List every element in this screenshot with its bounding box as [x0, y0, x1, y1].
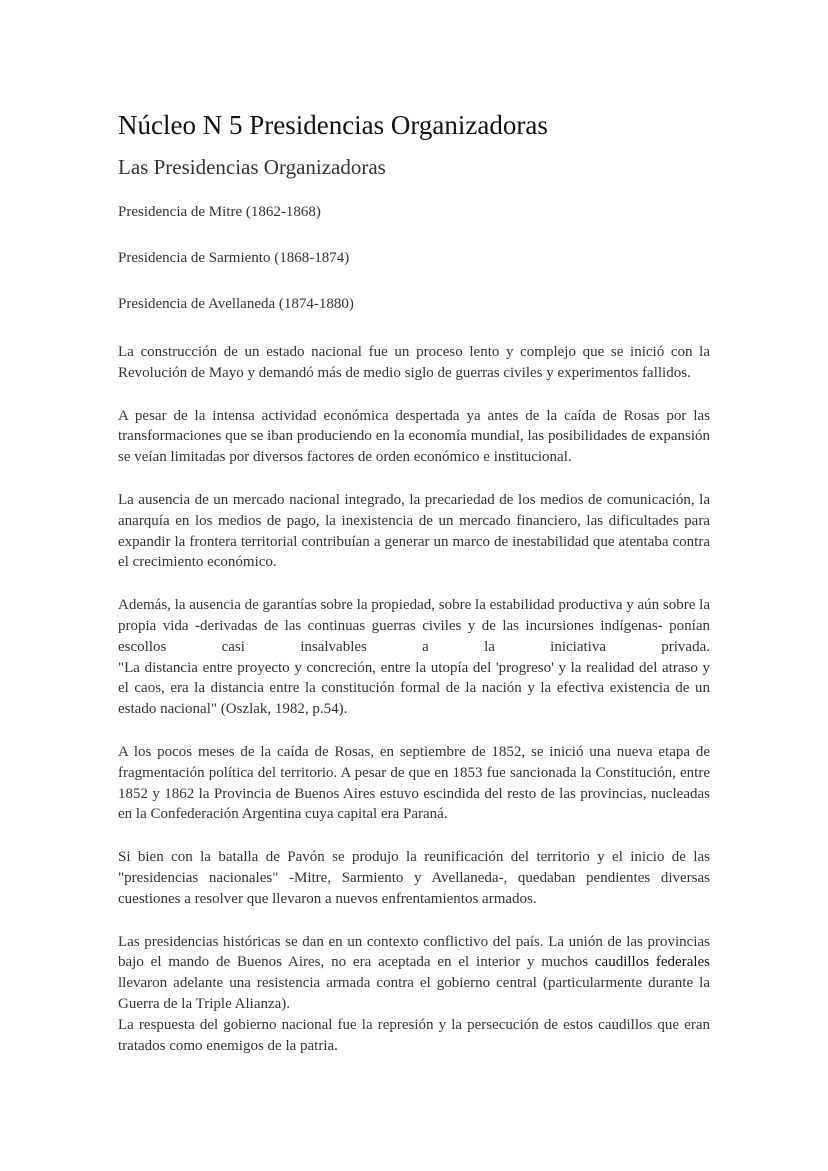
- text-before-highlight: Las presidencias históricas se dan en un contexto conflictivo del país. La unión de las provincias bajo el mando de Buenos Aires, no era aceptada en el interior y muchos: [118, 933, 710, 971]
- paragraph-presidencias-historicas: [118, 932, 710, 1057]
- presidency-mitre: Presidencia de Mitre (1862-1868): [118, 204, 321, 220]
- paragraph-pavon: Si bien con la batalla de Pavón se produjo la reunificación del territorio y el inicio de las "presidencias nacionales" -Mitre, Sarmiento y Avellaneda-, quedaban pendientes diversas cuestiones a resolver que llevaron a nuevos enfrentamientos armados.: [118, 849, 710, 907]
- document-page: [118, 108, 710, 1056]
- paragraph-mercado-nacional: La ausencia de un mercado nacional integrado, la precariedad de los medios de comunicación, la anarquía en los medios de pago, la inexistencia de un mercado financiero, las dificultades para expandir la frontera territorial contribuían a generar un marco de inestabilidad que atentaba contra el crecimiento económico.: [118, 491, 710, 571]
- presidency-avellaneda: Presidencia de Avellaneda (1874-1880): [118, 296, 354, 312]
- presidency-sarmiento: Presidencia de Sarmiento (1868-1874): [118, 250, 350, 266]
- caudillos-federales-highlight: caudillos federales: [594, 954, 711, 971]
- paragraph-respuesta-gobierno: La respuesta del gobierno nacional fue la represión y la persecución de estos caudillos que eran tratados como enemigos de la patria.: [118, 1016, 710, 1054]
- paragraph-actividad-economica: A pesar de la intensa actividad económica despertada ya antes de la caída de Rosas por las transformaciones que se iban produciendo en la economía mundial, las posibilidades de expansión se veían limitadas por diversos factores de orden económico e institucional.: [118, 407, 710, 466]
- paragraph-garantias: [118, 595, 710, 720]
- paragraph-garantias-text: Además, la ausencia de garantías sobre la propiedad, sobre la estabilidad productiva y aún sobre la propia vida -derivadas de las continuas guerras civiles y de las incursiones indígenas- ponían escollos casi insalvables a la iniciativa privada.: [118, 597, 710, 655]
- paragraph-contexto-conflictivo: [118, 932, 710, 1015]
- quote-oszlak: "La distancia entre proyecto y concreción, entre la utopía del 'progreso' y la realidad del atraso y el caos, era la distancia entre la constitución formal de la nación y la efectiva existencia de un estado nacional" (Oszlak, 1982, p.54).: [118, 659, 710, 718]
- text-after-highlight: llevaron adelante una resistencia armada contra el gobierno central (particularmente durante la Guerra de la Triple Alianza).: [118, 975, 710, 1012]
- paragraph-caida-rosas: A los pocos meses de la caída de Rosas, en septiembre de 1852, se inició una nueva etapa de fragmentación política del territorio. A pesar de que en 1853 fue sancionada la Constitución, entre 1852 y 1862 la Provincia de Buenos Aires estuvo escindida del resto de las provincias, nucleadas en la Confederación Argentina cuya capital era Paraná.: [118, 743, 710, 823]
- document-subtitle: Las Presidencias Organizadoras: [118, 155, 386, 179]
- document-title: Núcleo N 5 Presidencias Organizadoras: [118, 110, 548, 140]
- paragraph-estado-nacional: La construcción de un estado nacional fue un proceso lento y complejo que se inició con la Revolución de Mayo y demandó más de medio siglo de guerras civiles y experimentos fallidos.: [118, 344, 710, 381]
